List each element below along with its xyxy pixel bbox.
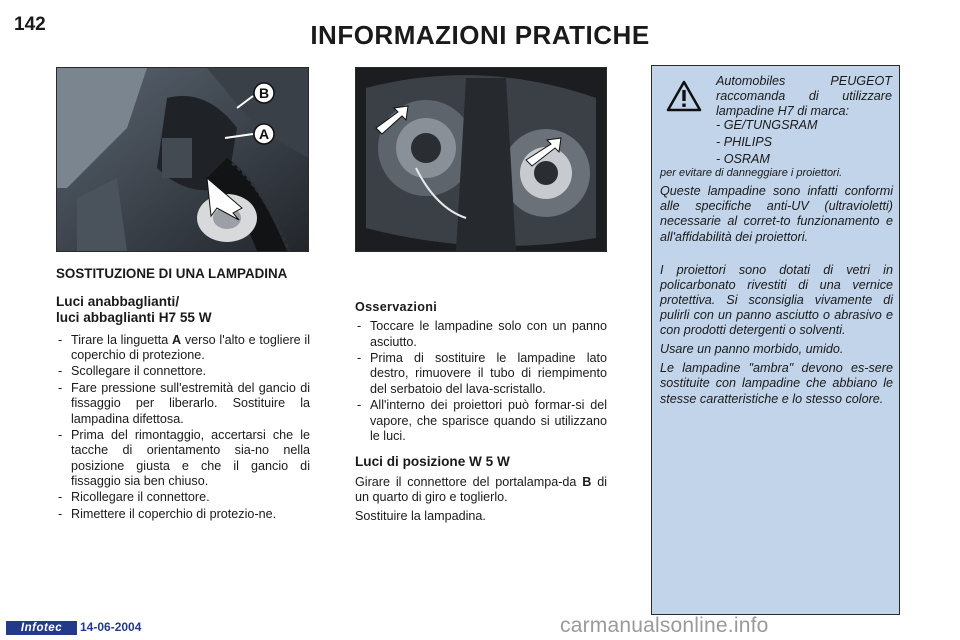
position-text: Girare il connettore del portalampa-da [355,474,577,489]
subsection-title-line-1: Luci anabbaglianti/ [56,294,180,310]
box-body [660,167,893,411]
observations-list [355,319,607,444]
position-label-b: B [582,474,592,489]
section-title: SOSTITUZIONE DI UNA LAMPADINA [56,266,288,281]
brand-item: - OSRAM [716,152,770,167]
observations-column [355,300,607,525]
footer-date: 14-06-2004 [80,620,142,634]
list-item: - Ricollegare il connettore. [56,490,310,505]
warning-triangle-icon [666,80,702,112]
recommendation-box [651,65,900,615]
list-item: - Toccare le lampadine solo con un panno asciutto. [355,319,607,350]
item-text: Tirare la linguetta [71,332,169,347]
brand-item: - PHILIPS [716,135,772,150]
watermark: carmanualsonline.info [560,614,769,637]
subsection-title-line-2: luci abbaglianti H7 55 W [56,310,212,326]
list-item [56,333,310,364]
headlamp-illustration [356,68,606,251]
infotec-logo: Infotec [6,621,77,635]
subsection-title [56,294,310,327]
list-item: - Prima del rimontaggio, accertarsi che le tacche di orientamento sia-no nella posizione giusta e che il gancio di fissaggio sia ben chiuso. [56,428,310,489]
brand-list [716,118,892,169]
position-text: di un quarto di giro e toglierlo. [355,474,607,504]
polycarbonate-paragraph: I proiettori sono dotati di vetri in policarbonato rivestiti di una vernice protettiva. Si sconsiglia vivamente di pulirli con un panno asciutto o abrasivo e con prodotti detergenti o solventi. [660,262,893,338]
label-b: B [258,85,270,101]
recommendation-text: Automobiles PEUGEOT raccomanda di utilizzare lampadine H7 di marca: [716,74,892,119]
note-small: per evitare di danneggiare i proiettori. [660,167,843,179]
list-item: - Fare pressione sull'estremità del gancio di fissaggio per liberarlo. Sostituire la lampadina difettosa. [56,381,310,427]
brand-item: - GE/TUNGSRAM [716,118,818,132]
position-lights-title: Luci di posizione W 5 W [355,454,510,470]
list-item: - Scollegare il connettore. [56,364,310,379]
label-a: A [258,126,270,142]
headlamp-rear-photo [355,67,607,252]
anti-uv-paragraph: Queste lampadine sono infatti conformi alle specifiche anti-UV (ultravioletti) necessarie al corret-to funzionamento e all'affidabilità dei proiettori. [660,184,893,244]
list-item: - Prima di sostituire le lampadine lato destro, rimuovere il tubo di riempimento del serbatoio del lava-scristallo. [355,351,607,397]
page-title: INFORMAZIONI PRATICHE [310,20,650,50]
instruction-list [56,333,310,522]
engine-bay-photo [56,67,309,252]
item-label-a: A [172,332,182,347]
label-a-marker [253,123,275,145]
list-item: - Rimettere il coperchio di protezio-ne. [56,507,310,522]
amber-bulbs-paragraph: Le lampadine "ambra" devono es-sere sostituite con lampadine che abbiano le stesse caratteristiche e lo stesso colore. [660,361,893,406]
item-text: verso l'alto e togliere il coperchio di protezione. [71,332,310,363]
list-item: - All'interno dei proiettori può formar-si del vapore, che sparisce quando si utilizzano le luci. [355,398,607,444]
position-lights-text [355,475,607,506]
observations-title: Osservazioni [355,300,437,314]
replacement-instructions [56,266,310,523]
position-lights-text-2: Sostituire la lampadina. [355,509,486,524]
cloth-paragraph: Usare un panno morbido, umido. [660,342,844,357]
label-b-marker [253,82,275,104]
page-number: 142 [14,14,46,35]
